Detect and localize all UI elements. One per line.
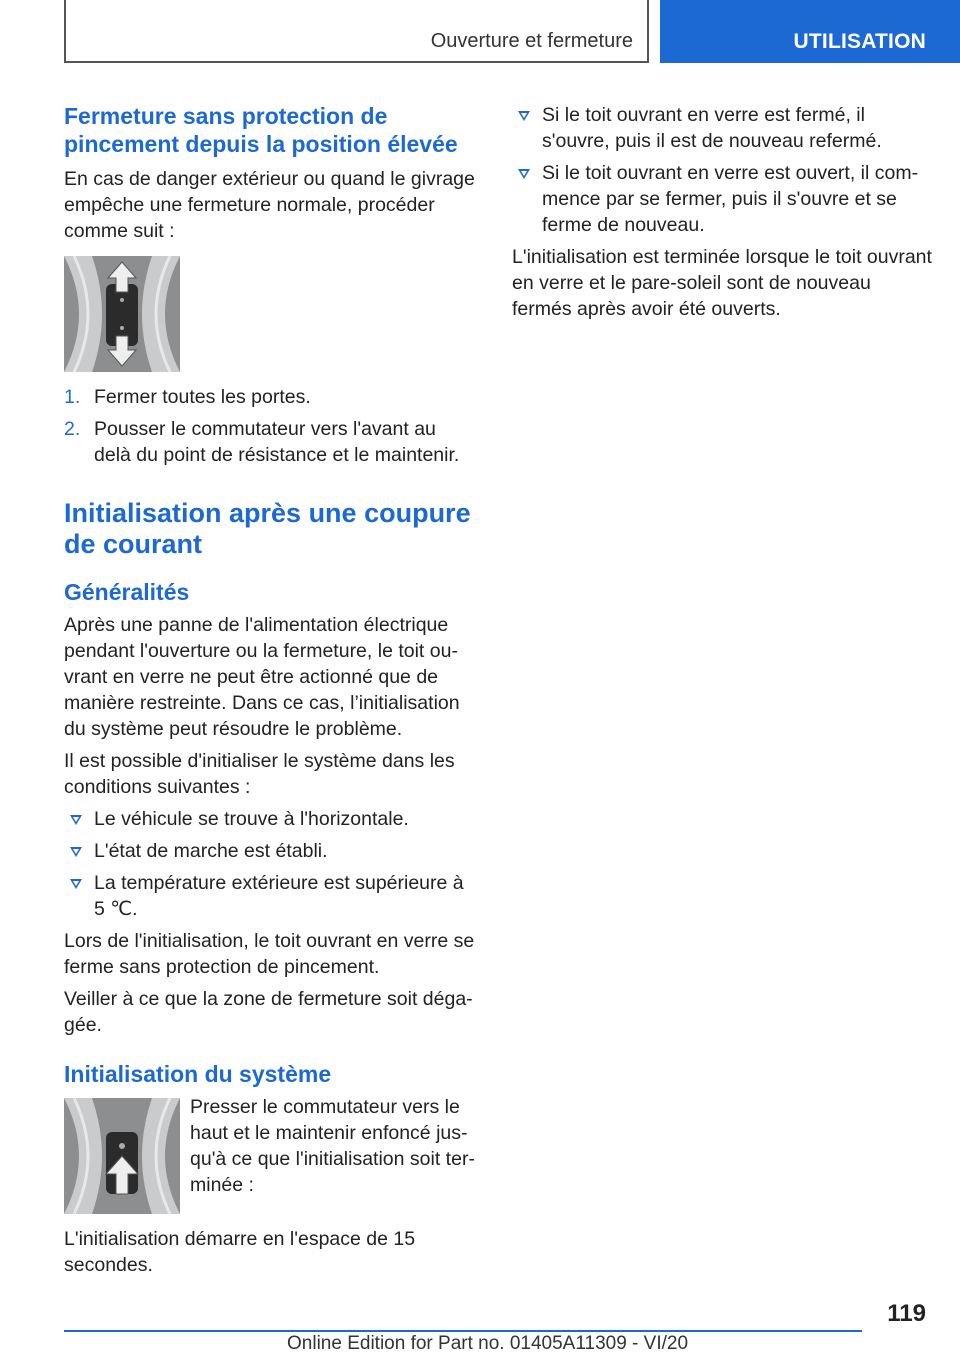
bullet-text: Si le toit ouvrant en verre est fermé, il s'ouvre, puis il est de nouveau refermé. xyxy=(542,104,882,152)
closing-steps xyxy=(64,384,476,468)
heading-general: Généralités xyxy=(64,579,190,605)
chapter-tab-label: UTILISATION xyxy=(793,30,926,53)
triangle-bullet-icon xyxy=(518,169,530,179)
init-behaviour-list xyxy=(512,102,932,238)
heading-closing: Fermeture sans protection de pincement depuis la position élevée xyxy=(64,103,458,157)
list-item xyxy=(64,870,476,922)
system-init-block xyxy=(64,1094,476,1222)
edition-line: Online Edition for Part no. 01405A11309 - VI/20 xyxy=(287,1333,689,1354)
condition-text: La température extérieure est supérieure à 5 ℃. xyxy=(94,872,464,920)
section-title: Ouverture et fermeture xyxy=(430,30,633,52)
closing-intro: En cas de danger extérieur ou quand le givrage empêche une fermeture normale, procéder comme suit : xyxy=(64,168,475,242)
switch-up-illustration xyxy=(64,1098,180,1214)
step-number: 1. xyxy=(64,386,81,408)
heading-system-init: Initialisation du système xyxy=(64,1061,332,1087)
step-number: 2. xyxy=(64,418,81,440)
step-text: Fermer toutes les portes. xyxy=(94,386,311,408)
list-item xyxy=(64,416,476,468)
list-item xyxy=(64,806,476,832)
general-paragraph-1: Après une panne de l'alimentation électrique pendant l'ouverture ou la fermeture, le toit ouvrant en verre ne peut être actionné que de manière restreinte. Dans ce cas, l’initialisation du système peut résoudre le problème. xyxy=(64,614,460,740)
switch-forward-image xyxy=(64,256,180,372)
condition-text: Le véhicule se trouve à l'horizontale. xyxy=(94,808,409,830)
heading-initialisation: Initialisation après une coupure de courant xyxy=(64,498,471,559)
conditions-list xyxy=(64,806,476,922)
condition-text: L'état de marche est établi. xyxy=(94,840,328,862)
switch-up-image xyxy=(64,1098,180,1214)
list-item xyxy=(64,838,476,864)
triangle-bullet-icon xyxy=(518,111,530,121)
general-paragraph-4: Veiller à ce que la zone de fermeture soit dégagée. xyxy=(64,988,473,1036)
system-init-text: Presser le commutateur vers le haut et le maintenir enfoncé jusqu'à ce que l'initialisation soit terminée : xyxy=(190,1096,475,1196)
triangle-bullet-icon xyxy=(70,815,82,825)
triangle-bullet-icon xyxy=(70,879,82,889)
general-paragraph-3: Lors de l'initialisation, le toit ouvrant en verre se ferme sans protection de pincement. xyxy=(64,930,475,978)
bullet-text: Si le toit ouvrant en verre est ouvert, il commence par se fermer, puis il s'ouvre et se ferme de nouveau. xyxy=(542,162,919,236)
step-text: Pousser le commutateur vers l'avant au delà du point de résistance et le maintenir. xyxy=(94,418,460,466)
header-section-box xyxy=(64,0,649,63)
chapter-tab xyxy=(660,0,960,63)
init-start-text: L'initialisation démarre en l'espace de 15 secondes. xyxy=(64,1228,416,1276)
switch-forward-illustration xyxy=(64,256,180,372)
list-item xyxy=(64,384,476,410)
left-column xyxy=(64,102,476,1284)
list-item xyxy=(512,160,932,238)
init-complete-text: L'initialisation est terminée lorsque le toit ouvrant en verre et le pare-soleil sont de nouveau fermés après avoir été ouverts. xyxy=(512,246,932,320)
triangle-bullet-icon xyxy=(70,847,82,857)
right-column xyxy=(512,102,932,328)
page-number: 119 xyxy=(887,1300,926,1327)
general-paragraph-2: Il est possible d'initialiser le système dans les conditions suivantes : xyxy=(64,750,455,798)
list-item xyxy=(512,102,932,154)
footer-rule xyxy=(64,1330,862,1332)
